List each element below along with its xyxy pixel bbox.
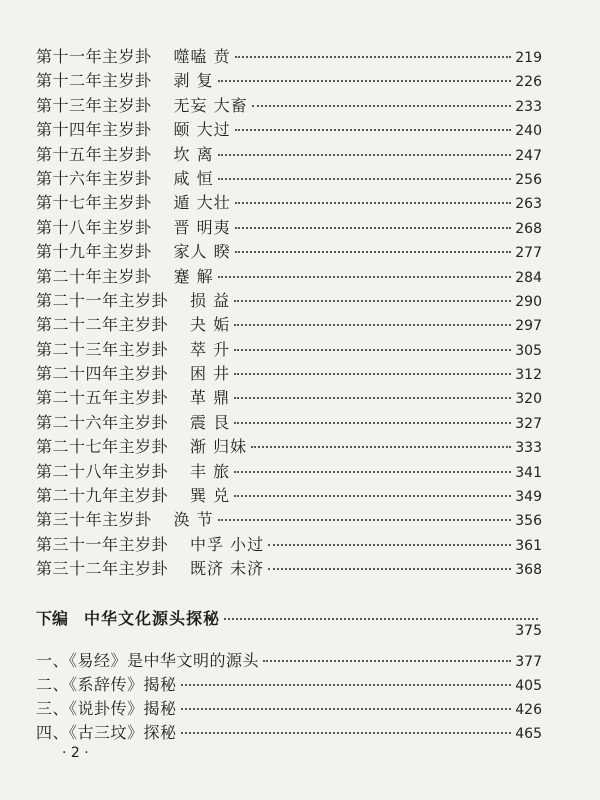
toc-entry-name: 革 鼎 <box>190 388 231 408</box>
toc-entry-name: 夬 姤 <box>190 315 231 335</box>
page-folio: · 2 · <box>62 745 89 761</box>
toc-entry-name: 渐 归妹 <box>190 437 248 457</box>
toc-entry-prefix: 第十三年主岁卦 <box>36 95 152 115</box>
sub-toc-list <box>36 648 542 744</box>
toc-entry[interactable] <box>36 93 542 117</box>
toc-entry[interactable] <box>36 385 542 409</box>
dot-leader <box>234 397 511 399</box>
toc-entry-page: 341 <box>515 464 542 481</box>
toc-entry[interactable] <box>36 483 542 507</box>
toc-entry[interactable] <box>36 117 542 141</box>
toc-entry-page: 349 <box>515 489 542 506</box>
sub-entry-page: 426 <box>515 702 542 718</box>
toc-entry-name: 坎 离 <box>173 144 214 164</box>
toc-entry-page: 297 <box>515 318 542 335</box>
dot-leader <box>251 446 511 448</box>
dot-leader <box>218 154 512 156</box>
toc-entry[interactable] <box>36 532 542 556</box>
dot-leader <box>234 349 511 351</box>
toc-entry-prefix: 第二十年主岁卦 <box>36 266 152 286</box>
sub-entry-page: 405 <box>515 678 542 694</box>
toc-entry-name: 家人 睽 <box>173 242 231 262</box>
toc-entry-name: 剥 复 <box>173 71 214 91</box>
toc-entry-page: 320 <box>515 391 542 408</box>
toc-entry-prefix: 第三十二年主岁卦 <box>36 559 169 579</box>
toc-entry-name: 晋 明夷 <box>173 217 231 237</box>
toc-entry[interactable] <box>36 44 542 68</box>
part-heading[interactable] <box>36 606 542 639</box>
dot-leader <box>235 56 512 58</box>
toc-entry-name: 噬嗑 贲 <box>173 47 231 66</box>
toc-entry[interactable] <box>36 142 542 166</box>
toc-entry-prefix: 第三十年主岁卦 <box>36 510 152 530</box>
toc-entry-prefix: 第二十四年主岁卦 <box>36 364 169 384</box>
toc-entry-prefix: 第十一年主岁卦 <box>36 47 152 66</box>
toc-entry-prefix: 第二十七年主岁卦 <box>36 437 169 457</box>
toc-entry-prefix: 第二十九年主岁卦 <box>36 486 169 506</box>
sub-entry-page: 465 <box>515 726 542 742</box>
toc-entry[interactable] <box>36 190 542 214</box>
toc-entry[interactable] <box>36 312 542 336</box>
toc-entry-prefix: 第十七年主岁卦 <box>36 193 152 213</box>
toc-entry[interactable] <box>36 410 542 434</box>
sub-entry[interactable] <box>36 672 542 696</box>
toc-entry-prefix: 第十二年主岁卦 <box>36 71 152 91</box>
toc-entry[interactable] <box>36 166 542 190</box>
dot-leader <box>181 732 512 734</box>
toc-entry-prefix: 第二十五年主岁卦 <box>36 388 169 408</box>
toc-entry-page: 327 <box>515 415 542 432</box>
sub-entry[interactable] <box>36 696 542 720</box>
toc-entry-page: 312 <box>515 367 542 384</box>
sub-entry-title: 四、《古三坟》探秘 <box>36 723 177 742</box>
toc-entry-page: 219 <box>515 50 542 66</box>
toc-entry-name: 颐 大过 <box>173 120 231 140</box>
toc-entry-name: 既济 未济 <box>190 559 265 579</box>
toc-entry-prefix: 第十八年主岁卦 <box>36 217 152 237</box>
toc-entry-page: 247 <box>515 147 542 164</box>
sub-entry[interactable] <box>36 648 542 672</box>
toc-entry-prefix: 第十四年主岁卦 <box>36 120 152 140</box>
toc-entry-prefix: 第二十六年主岁卦 <box>36 412 169 432</box>
toc-entry-page: 256 <box>515 171 542 188</box>
toc-entry-prefix: 第二十八年主岁卦 <box>36 461 169 481</box>
toc-entry[interactable] <box>36 288 542 312</box>
toc-entry[interactable] <box>36 68 542 92</box>
sub-entry-title: 三、《说卦传》揭秘 <box>36 699 177 718</box>
dot-leader <box>218 519 512 521</box>
sub-entry-title: 一、《易经》是中华文明的源头 <box>36 651 260 670</box>
toc-entry[interactable] <box>36 361 542 385</box>
toc-entry-name: 损 益 <box>190 290 231 310</box>
toc-entry-name: 萃 升 <box>190 339 231 359</box>
toc-entry[interactable] <box>36 337 542 361</box>
dot-leader <box>268 544 511 546</box>
toc-entry[interactable] <box>36 264 542 288</box>
toc-entry-prefix: 第三十一年主岁卦 <box>36 534 169 554</box>
dot-leader <box>224 618 538 620</box>
toc-entry[interactable] <box>36 507 542 531</box>
toc-entry[interactable] <box>36 215 542 239</box>
dot-leader <box>218 276 512 278</box>
toc-entry-name: 蹇 解 <box>173 266 214 286</box>
dot-leader <box>235 129 512 131</box>
toc-entry-name: 涣 节 <box>173 510 214 530</box>
toc-entry-page: 233 <box>515 98 542 115</box>
toc-entry-name: 丰 旅 <box>190 461 231 481</box>
dot-leader <box>181 708 512 710</box>
toc-entry-page: 268 <box>515 220 542 237</box>
toc-entry-name: 巽 兑 <box>190 486 231 506</box>
toc-entry-page: 361 <box>515 537 542 554</box>
toc-entry-name: 遁 大壮 <box>173 193 231 213</box>
dot-leader <box>268 568 511 570</box>
dot-leader <box>234 471 511 473</box>
part-page-number: 375 <box>515 623 542 639</box>
toc-entry-page: 333 <box>515 440 542 457</box>
toc-entry-prefix: 第二十二年主岁卦 <box>36 315 169 335</box>
toc-list <box>36 44 542 581</box>
dot-leader <box>252 105 512 107</box>
toc-entry-page: 305 <box>515 342 542 359</box>
dot-leader <box>234 324 511 326</box>
toc-entry-prefix: 第二十一年主岁卦 <box>36 290 169 310</box>
toc-entry-page: 284 <box>515 269 542 286</box>
toc-entry[interactable] <box>36 556 542 580</box>
toc-entry-page: 263 <box>515 196 542 213</box>
toc-entry-name: 无妄 大畜 <box>173 95 248 115</box>
sub-entry-page: 377 <box>515 654 542 670</box>
sub-entry[interactable] <box>36 720 542 744</box>
dot-leader <box>234 300 511 302</box>
dot-leader <box>263 660 511 662</box>
toc-entry[interactable] <box>36 434 542 458</box>
dot-leader <box>235 227 512 229</box>
toc-entry-page: 277 <box>515 245 542 262</box>
toc-entry-page: 226 <box>515 74 542 91</box>
toc-entry-name: 震 艮 <box>190 412 231 432</box>
toc-entry-prefix: 第十六年主岁卦 <box>36 168 152 188</box>
toc-entry-prefix: 第十九年主岁卦 <box>36 242 152 262</box>
dot-leader <box>235 251 512 253</box>
toc-entry-page: 240 <box>515 123 542 140</box>
toc-entry-prefix: 第十五年主岁卦 <box>36 144 152 164</box>
toc-entry-name: 咸 恒 <box>173 168 214 188</box>
toc-entry-page: 290 <box>515 293 542 310</box>
dot-leader <box>218 80 512 82</box>
toc-entry-name: 困 井 <box>190 364 231 384</box>
toc-entry-page: 368 <box>515 562 542 579</box>
dot-leader <box>181 684 512 686</box>
dot-leader <box>234 373 511 375</box>
toc-entry-prefix: 第二十三年主岁卦 <box>36 339 169 359</box>
dot-leader <box>235 202 512 204</box>
sub-entry-title: 二、《系辞传》揭秘 <box>36 675 177 694</box>
dot-leader <box>218 178 512 180</box>
part-title: 中华文化源头探秘 <box>84 609 221 628</box>
part-label: 下编 <box>36 609 69 628</box>
dot-leader <box>234 495 511 497</box>
toc-entry-name: 中孚 小过 <box>190 534 265 554</box>
toc-entry[interactable] <box>36 239 542 263</box>
toc-entry[interactable] <box>36 459 542 483</box>
toc-entry-page: 356 <box>515 513 542 530</box>
dot-leader <box>234 422 511 424</box>
